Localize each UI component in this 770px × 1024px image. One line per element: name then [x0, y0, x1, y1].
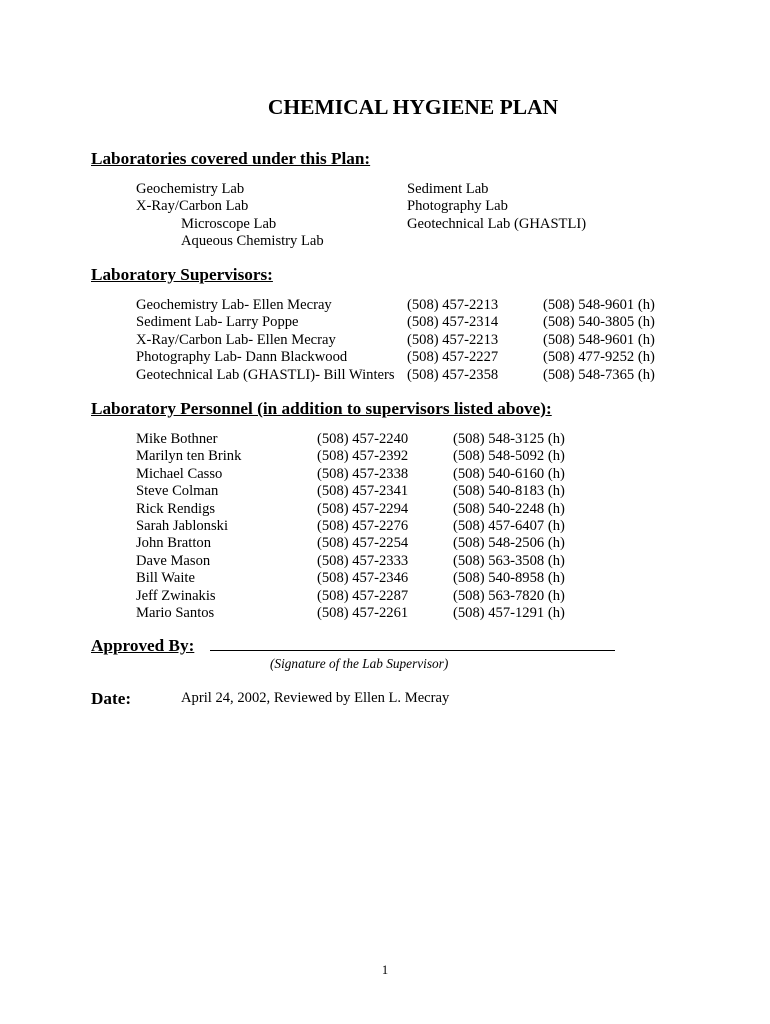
approved-by-label: [91, 636, 194, 656]
supervisor-work-phone: (508) 457-2213: [407, 297, 499, 313]
personnel-home-phone: (508) 540-6160 (h): [453, 465, 565, 482]
personnel-home-phone: (508) 548-3125 (h): [453, 431, 565, 447]
personnel-home-phone: (508) 563-3508 (h): [453, 552, 565, 569]
lab-item: Geochemistry Lab: [136, 181, 245, 197]
personnel-work-phone: (508) 457-2392: [317, 448, 409, 465]
labs-left-list: [136, 181, 324, 251]
supervisor-name: Sediment Lab- Larry Poppe: [136, 314, 299, 331]
signature-line: [210, 650, 615, 651]
supervisor-home-phone: (508) 548-9601 (h): [543, 297, 655, 313]
personnel-home-phone: (508) 548-2506 (h): [453, 535, 565, 552]
personnel-name: Steve Colman: [136, 483, 219, 500]
personnel-work-phone: (508) 457-2287: [317, 587, 409, 604]
personnel-home-phone: (508) 457-6407 (h): [453, 517, 565, 534]
personnel-names: [136, 431, 241, 622]
personnel-name: Rick Rendigs: [136, 500, 216, 517]
supervisor-name: Photography Lab- Dann Blackwood: [136, 349, 348, 366]
personnel-name: John Bratton: [136, 535, 211, 552]
personnel-name: Bill Waite: [136, 570, 195, 587]
personnel-work-phone: (508) 457-2240: [317, 431, 409, 447]
supervisor-work-phone: (508) 457-2213: [407, 331, 499, 348]
lab-item: X-Ray/Carbon Lab: [136, 198, 249, 215]
personnel-name: Mario Santos: [136, 604, 215, 621]
personnel-home-phone: (508) 540-2248 (h): [453, 500, 565, 517]
supervisor-names: [136, 297, 395, 384]
supervisor-work-phones: [407, 297, 498, 384]
personnel-name: Michael Casso: [136, 465, 223, 482]
date-value: April 24, 2002, Reviewed by Ellen L. Mecray: [181, 690, 450, 706]
page-number: 1: [381, 963, 389, 977]
labs-right-list: [407, 181, 586, 233]
personnel-work-phone: (508) 457-2254: [317, 535, 409, 552]
labs-heading: Laboratories covered under this Plan:: [91, 149, 371, 168]
lab-item: Aqueous Chemistry Lab: [181, 233, 324, 250]
supervisor-work-phone: (508) 457-2227: [407, 349, 499, 366]
personnel-work-phone: (508) 457-2294: [317, 500, 409, 517]
lab-item: Photography Lab: [407, 198, 508, 215]
personnel-work-phone: (508) 457-2333: [317, 552, 409, 569]
lab-item: Microscope Lab: [181, 215, 277, 232]
lab-item: Sediment Lab: [407, 181, 489, 197]
personnel-heading: Laboratory Personnel (in addition to supervisors listed above):: [91, 399, 552, 418]
approved-by-text: Approved By:: [91, 636, 195, 655]
personnel-work-phone: (508) 457-2261: [317, 604, 409, 621]
supervisor-home-phone: (508) 548-9601 (h): [543, 331, 655, 348]
personnel-home-phone: (508) 540-8183 (h): [453, 483, 565, 500]
supervisor-home-phone: (508) 540-3805 (h): [543, 314, 655, 331]
supervisor-work-phone: (508) 457-2358: [407, 366, 499, 383]
supervisor-name: Geochemistry Lab- Ellen Mecray: [136, 297, 332, 313]
personnel-home-phone: (508) 540-8958 (h): [453, 570, 565, 587]
personnel-home-phone: (508) 457-1291 (h): [453, 604, 565, 621]
date-label: Date:: [91, 689, 132, 708]
personnel-home-phone: (508) 548-5092 (h): [453, 448, 565, 465]
supervisors-heading: Laboratory Supervisors:: [91, 265, 273, 284]
supervisor-name: X-Ray/Carbon Lab- Ellen Mecray: [136, 331, 336, 348]
personnel-name: Mike Bothner: [136, 431, 218, 447]
personnel-name: Dave Mason: [136, 552, 211, 569]
supervisor-home-phones: [543, 297, 655, 384]
lab-item: Geotechnical Lab (GHASTLI): [407, 215, 587, 232]
supervisor-home-phone: (508) 548-7365 (h): [543, 366, 655, 383]
personnel-name: Jeff Zwinakis: [136, 587, 216, 604]
supervisor-home-phone: (508) 477-9252 (h): [543, 349, 655, 366]
personnel-work-phone: (508) 457-2346: [317, 570, 409, 587]
personnel-work-phone: (508) 457-2338: [317, 465, 409, 482]
signature-caption: (Signature of the Lab Supervisor): [270, 656, 449, 671]
personnel-work-phone: (508) 457-2276: [317, 517, 409, 534]
personnel-home-phone: (508) 563-7820 (h): [453, 587, 565, 604]
personnel-name: Sarah Jablonski: [136, 517, 229, 534]
supervisor-work-phone: (508) 457-2314: [407, 314, 499, 331]
supervisor-name: Geotechnical Lab (GHASTLI)- Bill Winters: [136, 366, 395, 383]
personnel-home-phones: [453, 431, 565, 622]
personnel-work-phones: [317, 431, 408, 622]
personnel-work-phone: (508) 457-2341: [317, 483, 409, 500]
personnel-name: Marilyn ten Brink: [136, 448, 242, 465]
document-title: CHEMICAL HYGIENE PLAN: [267, 95, 559, 119]
